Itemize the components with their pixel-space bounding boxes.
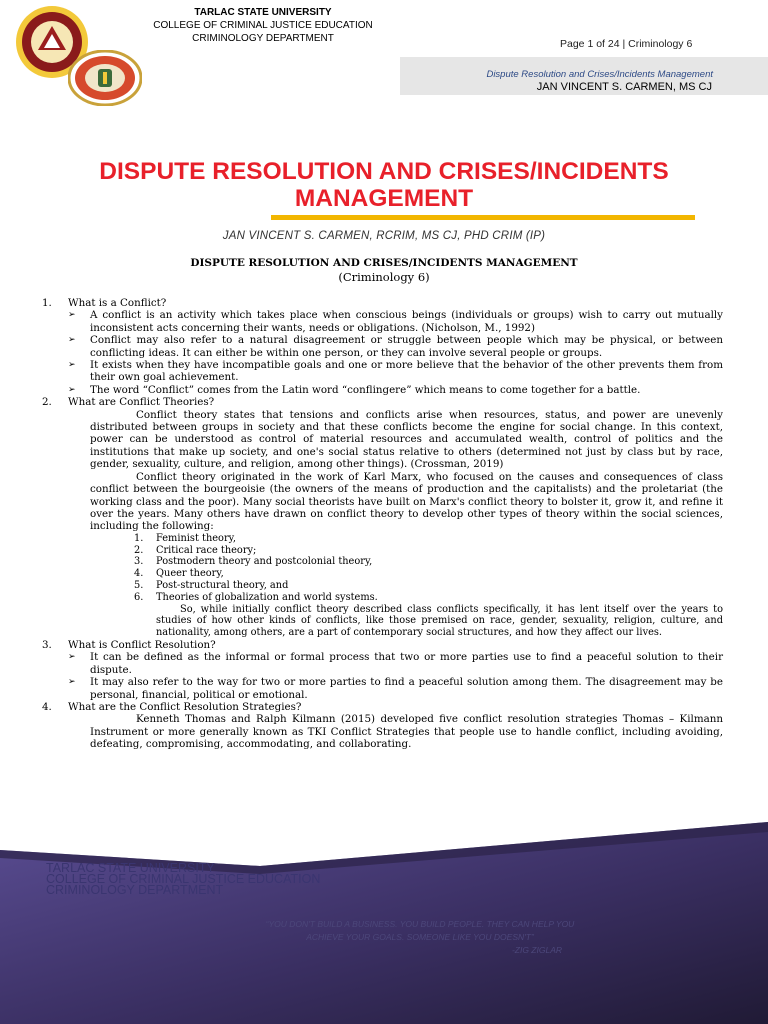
title-underline <box>271 215 695 220</box>
title-line-2: MANAGEMENT <box>294 185 474 212</box>
paragraph: Kenneth Thomas and Ralph Kilmann (2015) developed five conflict resolution strategies Thomas – Kilmann Instrument or more generally known as TKI Conflict Strategies that people use to handle conflict, including avoiding, defeating, compromising, accommodating, and collaborating. <box>90 713 723 751</box>
arrow-bullet-icon: ➢ <box>68 360 76 371</box>
paragraph: So, while initially conflict theory described class conflicts specifically, it has lent itself over the years to studies of how other kinds of conflicts, like those premised on race, gender, sexuality, religion, culture, and nationality, among others, are a part of contemporary social structures, and how they affect our lives. <box>156 603 723 639</box>
bullet-item: ➢ It exists when they have incompatible goals and one or more believe that the behavior of the other prevents them from their own goal achievement. <box>68 359 723 384</box>
header-band <box>400 57 768 95</box>
band-author: JAN VINCENT S. CARMEN, MS CJ <box>536 81 712 93</box>
document-body <box>42 297 723 751</box>
paragraph: Conflict theory states that tensions and conflicts arise when resources, status, and power are unevenly distributed between groups in society and that these conflicts become the engine for social change. In this context, power can be understood as control of material resources and accumulated wealth, control of politics and the institutions that make up society, and one's social status relative to others (determined not just by class but by race, gender, sexuality, culture, and religion, among other things). (Crossman, 2019) <box>90 408 723 471</box>
college-name: COLLEGE OF CRIMINAL JUSTICE EDUCATION <box>153 20 373 31</box>
theory-list <box>134 533 723 604</box>
arrow-bullet-icon: ➢ <box>68 652 76 663</box>
document-title <box>40 158 728 212</box>
title-line-1: DISPUTE RESOLUTION AND CRISES/INCIDENTS <box>99 158 669 185</box>
institution-header <box>118 6 408 45</box>
question-2: 2. What are Conflict Theories? <box>42 396 215 409</box>
question-4: 4. What are the Conflict Resolution Strategies? <box>42 700 302 713</box>
list-item: 3. Postmodern theory and postcolonial theory, <box>134 556 373 568</box>
list-item: 2. Critical race theory; <box>134 544 257 556</box>
list-item: 1. Feminist theory, <box>134 532 236 544</box>
question-3: 3. What is Conflict Resolution? <box>42 638 216 651</box>
page-info: Page 1 of 24 | Criminology 6 <box>560 38 693 50</box>
course-heading: DISPUTE RESOLUTION AND CRISES/INCIDENTS MANAGEMENT <box>190 257 578 269</box>
department-seal-logo <box>68 50 142 106</box>
course-code: (Criminology 6) <box>338 270 430 284</box>
arrow-bullet-icon: ➢ <box>68 335 76 346</box>
bullet-item: ➢ A conflict is an activity which takes place when conscious beings (individuals or groups) wish to carry out mutually inconsistent acts concerning their wants, needs or obligations. (Nicholson, M., 1992) <box>68 309 723 334</box>
university-name: TARLAC STATE UNIVERSITY <box>194 7 332 18</box>
bullet-item: ➢ The word “Conflict” comes from the Latin word “conflingere” which means to come together for a battle. <box>68 383 641 396</box>
paragraph: Conflict theory originated in the work of Karl Marx, who focused on the causes and consequences of class conflict between the bourgeoisie (the owners of the means of production and the capitalists) and the proletariat (the working class and the poor). Many social theorists have built on Marx's conflict theory to bolster it, grow it, and refine it over the years. Many others have drawn on conflict theory to develop other types of theory within the social sciences, including the following: <box>90 470 723 533</box>
arrow-bullet-icon: ➢ <box>68 310 76 321</box>
band-subtitle: Dispute Resolution and Crises/Incidents Management <box>486 69 713 80</box>
list-item: 5. Post-structural theory, and <box>134 579 289 591</box>
department-name: CRIMINOLOGY DEPARTMENT <box>192 33 334 44</box>
footer-institution: TARLAC STATE UNIVERSITY COLLEGE OF CRIMINAL JUSTICE EDUCATION CRIMINOLOGY DEPARTMENT <box>46 861 321 897</box>
bullet-item: ➢ Conflict may also refer to a natural disagreement or struggle between people which may be physical, or between conflicting ideas. It can either be within one person, or they can involve several people or groups. <box>68 334 723 359</box>
footer-quote: “YOU DON'T BUILD A BUSINESS. YOU BUILD PEOPLE. THEY CAN HELP YOU ACHIEVE YOUR GOALS. SOMEONE LIKE YOU DOESN'T” -ZIG ZIGLAR <box>265 919 575 955</box>
arrow-bullet-icon: ➢ <box>68 677 76 688</box>
question-1: 1. What is a Conflict? <box>42 297 167 309</box>
bullet-item: ➢ It can be defined as the informal or formal process that two or more parties use to find a peaceful solution to their dispute. <box>68 651 723 676</box>
arrow-bullet-icon: ➢ <box>68 384 76 395</box>
author-byline: JAN VINCENT S. CARMEN, RCRIM, MS CJ, PHD CRIM (IP) <box>222 230 546 242</box>
list-item: 6. Theories of globalization and world systems. <box>134 591 378 603</box>
list-item: 4. Queer theory, <box>134 568 224 580</box>
bullet-item: ➢ It may also refer to the way for two or more parties to find a peaceful solution among them. The disagreement may be personal, financial, political or emotional. <box>68 676 723 701</box>
